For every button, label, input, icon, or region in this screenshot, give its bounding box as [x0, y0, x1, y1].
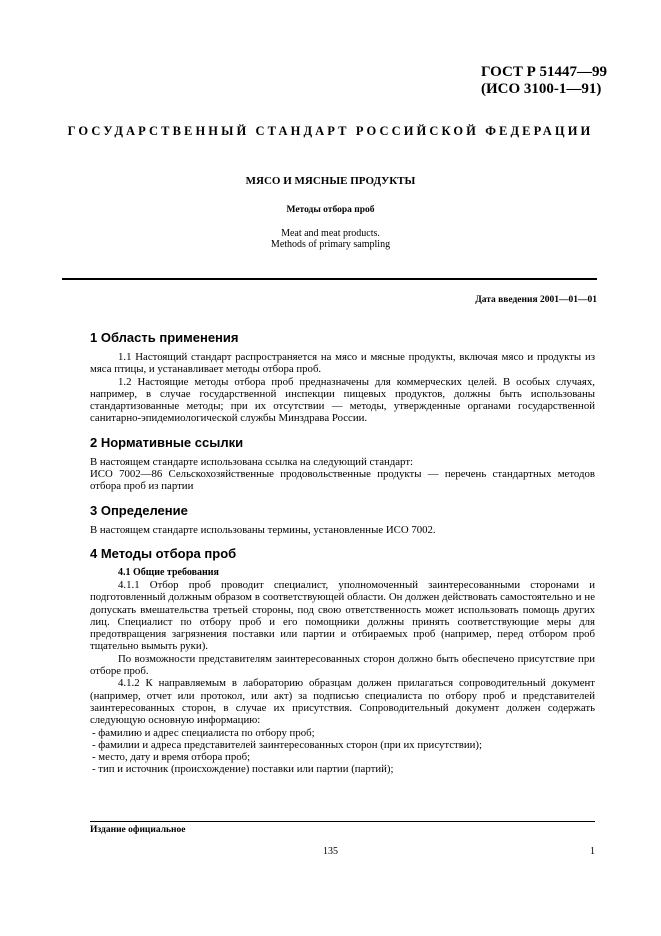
english-title-line2: Methods of primary sampling — [270, 239, 391, 250]
section-4-paragraph-2: По возможности представителям заинтересованных сторон должно быть обеспечено присутствие при отборе проб. — [90, 652, 595, 678]
page-number: 135 — [323, 846, 338, 857]
official-edition-label: Издание официальное — [90, 825, 186, 835]
state-standard-banner: ГОСУДАРСТВЕННЫЙ СТАНДАРТ РОССИЙСКОЙ ФЕДЕРАЦИИ — [67, 124, 594, 138]
list-item: - фамилию и адрес специалиста по отбору проб; — [92, 726, 315, 739]
corner-page-number: 1 — [590, 846, 595, 857]
english-title — [0, 228, 661, 250]
date-introduced: Дата введения 2001—01—01 — [475, 295, 597, 305]
iso-number: (ИСО 3100-1—91) — [480, 81, 602, 97]
document-title: МЯСО И МЯСНЫЕ ПРОДУКТЫ — [245, 175, 416, 187]
gost-number: ГОСТ Р 51447—99 — [480, 64, 607, 80]
english-title-line1: Meat and meat products. — [281, 228, 380, 239]
required-info-list — [90, 727, 595, 776]
footer-divider — [90, 821, 595, 822]
section-2-paragraph-2: ИСО 7002—86 Сельскохозяйственные продовольственные продукты — перечень стандартных методов отбора проб из партии — [90, 468, 595, 493]
section-1-paragraph-1: 1.1 Настоящий стандарт распространяется на мясо и мясные продукты, включая мясо и продукты из мяса птицы, и устанавливает методы отбора проб. — [90, 351, 595, 376]
list-item: - место, дату и время отбора проб; — [92, 751, 251, 764]
subsection-4-1-heading: 4.1 Общие требования — [118, 566, 219, 578]
document-designation — [481, 64, 607, 98]
document-subtitle: Методы отбора проб — [286, 205, 375, 215]
section-2-paragraph-1: В настоящем стандарте использована ссылка на следующий стандарт: — [90, 455, 414, 468]
list-item: - фамилии и адреса представителей заинтересованных сторон (при их присутствии); — [92, 738, 482, 751]
header-divider — [62, 278, 597, 280]
section-3-paragraph-1: В настоящем стандарте использованы термины, установленные ИСО 7002. — [90, 523, 436, 536]
section-1-heading: 1 Область применения — [90, 330, 239, 345]
list-item: - тип и источник (происхождение) поставки или партии (партий); — [92, 763, 394, 776]
section-4-heading: 4 Методы отбора проб — [90, 545, 237, 561]
section-4-paragraph-1: 4.1.1 Отбор проб проводит специалист, уполномоченный заинтересованными сторонами и подготовленный должным образом в соответствующей области. Он должен действовать самостоятельно и не допускать вмешательства третьей стороны, под свою ответственность может использовать помощь других лиц. Специалист по отбору проб и его помощники должны принять соответствующие меры для предотвращения загрязнения поставки или партии и отбираемых проб (например, перед отбором проб тщательно вымыть руки). — [90, 578, 595, 653]
section-2-heading: 2 Нормативные ссылки — [90, 434, 244, 450]
section-4-paragraph-3: 4.1.2 К направляемым в лабораторию образцам должен прилагаться сопроводительный документ (например, отчет или протокол, или акт) за подписью специалиста по отбору проб и представителей заинтересованных сторон, в случае их присутствия. Сопроводительный документ должен содержать следующую основную информацию: — [90, 677, 595, 727]
section-1-paragraph-2: 1.2 Настоящие методы отбора проб предназначены для коммерческих целей. В особых случаях, например, в случае государственной инспекции пищевых продуктов, должны быть использованы стандартизованные методы; при их отсутствии — методы, утвержденные органами государственной санитарно-эпидемиологической службы Минздрава России. — [90, 375, 595, 425]
document-body — [90, 330, 595, 776]
section-3-heading: 3 Определение — [90, 502, 188, 518]
